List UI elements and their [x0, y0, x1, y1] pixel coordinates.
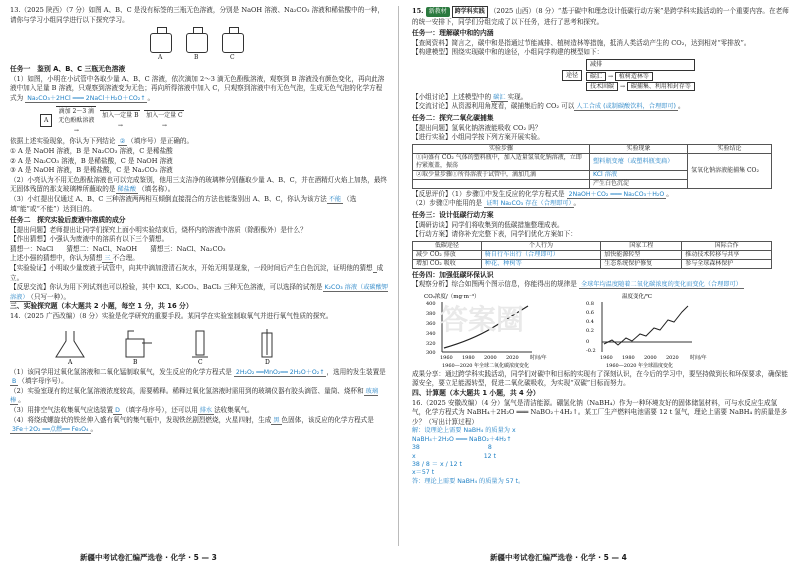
co2-caption: 1960—2020 年全球二氧化碳浓度变化: [442, 362, 530, 369]
temp-chart: [582, 292, 712, 370]
r-task3-heading: 任务三：设计低碳行动方案: [412, 210, 494, 219]
bottle-c: C: [222, 27, 244, 53]
r-result: 成果分享：通过跨学科实践活动，同学们对碳中和目标的实现有了深刻认识，在今后的学习中，要坚持做到长和环保要求，确保能源安全，要立足能源转型，促进二氧化碳吸收，为实现“双碳”目标而努力。: [412, 369, 788, 388]
r-t2-p3: 【反思评价】（1）步骤①中发生反应的化学方程式是 2NaOH＋CO₂ ═══ Na₂CO₃＋H₂O 。: [412, 189, 673, 198]
bottle-a: A: [150, 27, 172, 53]
t1-opt3: ③ A 是 NaOH 溶液，B 是稀盐酸，C 是 Na₂CO₃ 溶液: [10, 166, 173, 175]
svg-text:1980: 1980: [462, 354, 475, 361]
footer-left: 新疆中考试卷汇编严选卷 · 化学 · 5 — 3: [80, 553, 217, 562]
task2-heading: 任务二 探究实验后废液中溶质的成分: [10, 216, 126, 225]
svg-text:1960: 1960: [600, 354, 613, 361]
svg-text:0.6: 0.6: [586, 309, 594, 316]
t2-guess: 猜想一：NaCl 猜想二：NaCl、NaOH 猜想三：NaCl、Na₂CO₃: [10, 244, 226, 253]
t1-p3: （2）小亮认为不用无色酚酞溶液也可以完成鉴别，他用三支洁净的玻璃棒分别蘸取少量 A、B、C，并在酒精灯火焰上加热，最终无固体残留的那支玻璃棒所蘸取的是 稀盐酸 （填名称）。: [10, 175, 388, 194]
svg-text:380: 380: [426, 310, 436, 317]
svg-text:400: 400: [426, 300, 436, 307]
apparatus-a: [50, 327, 90, 365]
model-item-3: 技术固碳: [586, 82, 618, 91]
watermark: 答案圈: [440, 303, 525, 336]
calculation-answer: 解：设理论上需要 NaBH₄ 的质量为 x NaBH₄＋2H₂O ═══ NaBO₂＋4H₂↑ 38 8 x 12 t 38 / 8 ＝ x / 12 t x＝57 t 答：理论上需要 NaBH₄ 的质量为 57 t。: [412, 427, 525, 485]
table-row: ①向盛有 CO₂ 气体的塑料瓶中，加入适量氢氧化钠溶液，立即拧紧瓶盖，振荡 塑料瓶变瘪（或塑料瓶变扁） 氢氧化钠溶液能捕集 CO₂: [413, 153, 772, 170]
q15-intro: 15. 新教材 跨学科实践 （2025 山西）（8 分）“基于碳中和理念设计低碳行动方案”是跨学科实践活动的一个重要内容。在老师的统一安排下，同学们分组完成了以下任务，进行了思考和探究。: [412, 7, 789, 26]
temp-ylabel: 温度变化/℃: [622, 293, 653, 300]
t1-p4: （3）小红提出仅通过 A、B、C 三种溶液两两相互倾倒直接混合的方法也能鉴别出 A、B、C，你认为该方法 不能 （选填“能”或“不能”）达到目的。: [10, 194, 357, 213]
q14-p3: （3）用排空气法收集氧气应选装置 D （填字母序号），还可以用 排水 法收集氧气。: [10, 406, 254, 414]
t2-p3: 上述小强的猜想中，你认为猜想 三 不合理。: [10, 254, 139, 263]
t2-p5: 【反思交流】你认为用下列试剂也可以检验，其中 KCl、K₂CO₃、BaCl₂ 三种无色溶液，可以选择的试剂是 K₂CO₃ 溶液（或碳酸钾溶液） （只写一种）。: [10, 283, 388, 301]
svg-text:时间/年: 时间/年: [690, 354, 707, 361]
t2-p2: 【作出猜想】小强认为废液中的溶质有以下三个猜想。: [10, 235, 169, 244]
experiment-table: 实验步骤 实验现象 实验结论 ①向盛有 CO₂ 气体的塑料瓶中，加入适量氢氧化钠溶液，立即拧紧瓶盖，振荡 塑料瓶变瘪（或塑料瓶变扁） 氢氧化钠溶液能捕集 CO₂ ②取少量步骤①所得溶液于试管中，滴加几滴 KCl 溶液 产生白色沉淀: [412, 144, 772, 189]
flow-step3: 加入一定量 C →: [146, 112, 183, 129]
t1-opt1: ① A 是 NaOH 溶液，B 是 Na₂CO₃ 溶液，C 是稀盐酸: [10, 146, 173, 155]
svg-text:2020: 2020: [506, 354, 519, 361]
apparatus-c: [182, 327, 222, 365]
r-t2-p1: 【提出问题】氢氧化钠溶液能吸收 CO₂ 吗？: [412, 123, 542, 132]
svg-text:1960: 1960: [440, 354, 453, 361]
footer-right: 新疆中考试卷汇编严选卷 · 化学 · 5 — 4: [490, 553, 627, 562]
svg-text:C: C: [198, 358, 203, 365]
r-t3-p1: 【调研访谈】同学们将收集到的低碳措施整理成表。: [412, 220, 564, 229]
q16: 16.（2025 安徽改编）（4 分）氢气是清洁能源。硼氢化钠（NaBH₄）作为一种环境友好的固体储氢材料，可与水反应生成氢气，化学方程式为 NaBH₄＋2H₂O ═══ NaBO₂＋4H₂↑。某工厂生产燃料电池需要 12 t 氢气，理论上需要 NaBH₄ 的质量是多少？（写出计算过程）: [412, 398, 788, 426]
svg-text:360: 360: [426, 320, 436, 327]
svg-text:2000: 2000: [484, 354, 497, 361]
temp-series-line: [604, 306, 688, 345]
svg-text:2000: 2000: [644, 354, 657, 361]
q14-p1: （1）该同学用过氧化氢溶液和二氧化锰制取氧气，发生反应的化学方程式是 2H₂O₂ ══MnO₂══ 2H₂O＋O₂↑ ，选用的发生装置是B （填字母序号）。: [10, 367, 386, 386]
t2-p1: 【提出问题】老师提出让同学们探究上面小明实验结束后，烧杯内的溶液中溶质（除酚酞外）是什么？: [10, 225, 307, 234]
apparatus-b: [116, 327, 156, 365]
model-center: 途径: [562, 70, 582, 82]
model-item-1: 减排: [586, 59, 695, 71]
flow-a: A: [40, 114, 52, 128]
bottle-b: B: [186, 27, 208, 53]
t1-p2: 依据上述实验现象，你认为下列结论 ② （填序号）是正确的。: [10, 137, 194, 146]
co2-ylabel: CO₂浓度/（mg·m⁻³）: [424, 293, 480, 300]
r-t2-p2: 【进行实验】小组同学按下列方案开展实验。: [412, 133, 544, 142]
svg-text:1980: 1980: [622, 354, 635, 361]
footer: [10, 552, 790, 566]
table-row: 增加 CO₂ 吸收 种花、种树等 生态系统保护修复 参与全球森林保护: [413, 259, 772, 268]
svg-text:340: 340: [426, 330, 436, 337]
cross-discipline-badge: 跨学科实践: [452, 6, 488, 18]
r-t3-p2: 【行动方案】请你补充完整下表，同学们优化方案如下：: [412, 230, 577, 239]
section4-heading: 四、计算题（本大题共 1 小题，共 4 分）: [412, 389, 540, 398]
table-row: ②取少量步骤①所得溶液于试管中，滴加几滴 KCl 溶液: [413, 170, 772, 179]
table-row: 产生白色沉淀: [413, 179, 772, 188]
r-t1-p2: 【构建模型】围绕实现碳中和的途径，小组同学构建的模型如下：: [412, 48, 604, 57]
svg-text:B: B: [133, 358, 138, 365]
table-row: 减少 CO₂ 排放 骑自行车出行（合理即可） 加快能源转型 推动技术转移与共享: [413, 250, 772, 259]
right-page: [412, 6, 790, 546]
svg-text:时间/年: 时间/年: [530, 354, 547, 361]
svg-text:2020: 2020: [666, 354, 679, 361]
apparatus-d: [248, 327, 288, 365]
temp-caption: 1960—2020 年全球温度变化: [606, 362, 674, 369]
flow-step1: 滴加 2～3 滴无色酚酞溶液 →: [58, 107, 95, 134]
section3-heading: 三、实验探究题（本大题共 2 小题，每空 1 分，共 16 分）: [10, 302, 193, 311]
left-page: [10, 6, 388, 546]
svg-text:300: 300: [426, 349, 436, 356]
t2-p4: 【实验验证】小明取少量废液于试管中，向其中滴加澄清石灰水，开始无明显现象，一段时间后产生白色沉淀，证明他的猜想 成立。: [10, 264, 384, 282]
apparatus-figure: [50, 325, 388, 365]
bottles-figure: [150, 27, 388, 62]
r-task1-heading: 任务一：理解碳中和的内涵: [412, 29, 494, 38]
q14-intro: 14.（2025 广西改编）（8 分）实验是化学研究的重要手段。某同学在实验室制取氧气并进行氧气性质的探究。: [10, 312, 333, 321]
r-t1-p3: 【小组讨论】上述模型中的 碳汇 实现。: [412, 92, 528, 101]
svg-text:0.2: 0.2: [586, 327, 594, 334]
r-t4-p1: 【观察分析】综合如图两个图示信息，你能得出的规律是 全球年均温度随着二氧化碳浓度的变化而变化（合理即可）: [412, 280, 742, 289]
model-item-2: 碳汇: [586, 72, 606, 81]
svg-text:320: 320: [426, 340, 436, 347]
svg-text:0.8: 0.8: [586, 300, 594, 307]
answer-equation-1: Na₂CO₃＋2HCl ═══ 2NaCl＋H₂O＋CO₂↑: [27, 94, 146, 102]
pathway-model: 途径 减排 碳汇 → 植树造林等 技术固碳 → 碳捕集、利用和封存等: [562, 59, 790, 92]
r-t2-p4: （2）步骤②中能用的是 证明 Na₂CO₃ 存在（合理即可） 。: [412, 199, 581, 208]
r-t1-p1: 【查阅资料】简言之，碳中和是指通过节能减排、植树造林等措施，抵消人类活动产生的 CO₂，达到相对“零排放”。: [412, 38, 751, 47]
t1-opt2: ② A 是 Na₂CO₃ 溶液，B 是稀盐酸，C 是 NaOH 溶液: [10, 156, 173, 165]
center-divider: [398, 6, 399, 546]
r-task4-heading: 任务四：加强低碳环保认识: [412, 270, 494, 279]
svg-text:0: 0: [586, 338, 590, 345]
r-task2-heading: 任务二：探究二氧化碳捕集: [412, 113, 494, 122]
r-t1-p4: 【交流讨论】从资源利用角度看，碳捕集后的 CO₂ 可以 人工合成 (或制碳酸饮料，合理即可) 。: [412, 102, 685, 111]
svg-text:0.4: 0.4: [586, 318, 594, 325]
t1-p1: （1）如图，小明在小试管中各取少量 A、B、C 溶液，依次滴加 2～3 滴无色酚酞溶液，观察到 B 溶液没有颜色变化，再向此溶液中加入足量 B 溶液，只观察到溶液变为无色；再向所得溶液中加入 C，只观察到溶液中有无色气泡，生成无色气泡的化学方程式为 Na₂CO₃＋2HCl ═══ 2NaCl＋H₂O＋CO₂↑ 。: [10, 74, 385, 102]
new-textbook-badge: 新教材: [426, 7, 450, 17]
q14-p2: （2）实验室现有的过氧化氢溶液浓度较高，需要稀释。稀释过氧化氢溶液时需用到的玻璃仪器有胶头滴管、量筒、烧杯和 玻璃棒 。: [10, 386, 379, 405]
svg-text:A: A: [68, 358, 73, 365]
task1-heading: 任务一 鉴别 A、B、C 三瓶无色溶液: [10, 65, 126, 74]
flow-diagram: [40, 106, 388, 136]
action-table: 低碳途径 个人行为 国家工程 国际合作 减少 CO₂ 排放 骑自行车出行（合理即可） 加快能源转型 推动技术转移与共享 增加 CO₂ 吸收 种花、种树等 生态系统保护修复 参与全球森林保护: [412, 241, 772, 269]
q13-intro: 13.（2025 陕西）（7 分）如图 A、B、C 是没有标签的三瓶无色溶液，分别是 NaOH 溶液、Na₂CO₃ 溶液和稀盐酸中的一种，请你与学习小组同学进行以下探究学习。: [10, 6, 385, 24]
svg-text:D: D: [265, 358, 270, 365]
flow-step2: 加入一定量 B →: [102, 112, 139, 129]
q14-p4: （4）将绕成螺旋状的铁丝伸入盛有氧气的集气瓶中，发现铁丝剧烈燃烧，火星四射，生成 黑 色固体，该反应的化学方程式是 3Fe＋2O₂ ══点燃══ Fe₃O₄ 。: [10, 415, 374, 434]
svg-text:-0.2: -0.2: [586, 347, 596, 354]
